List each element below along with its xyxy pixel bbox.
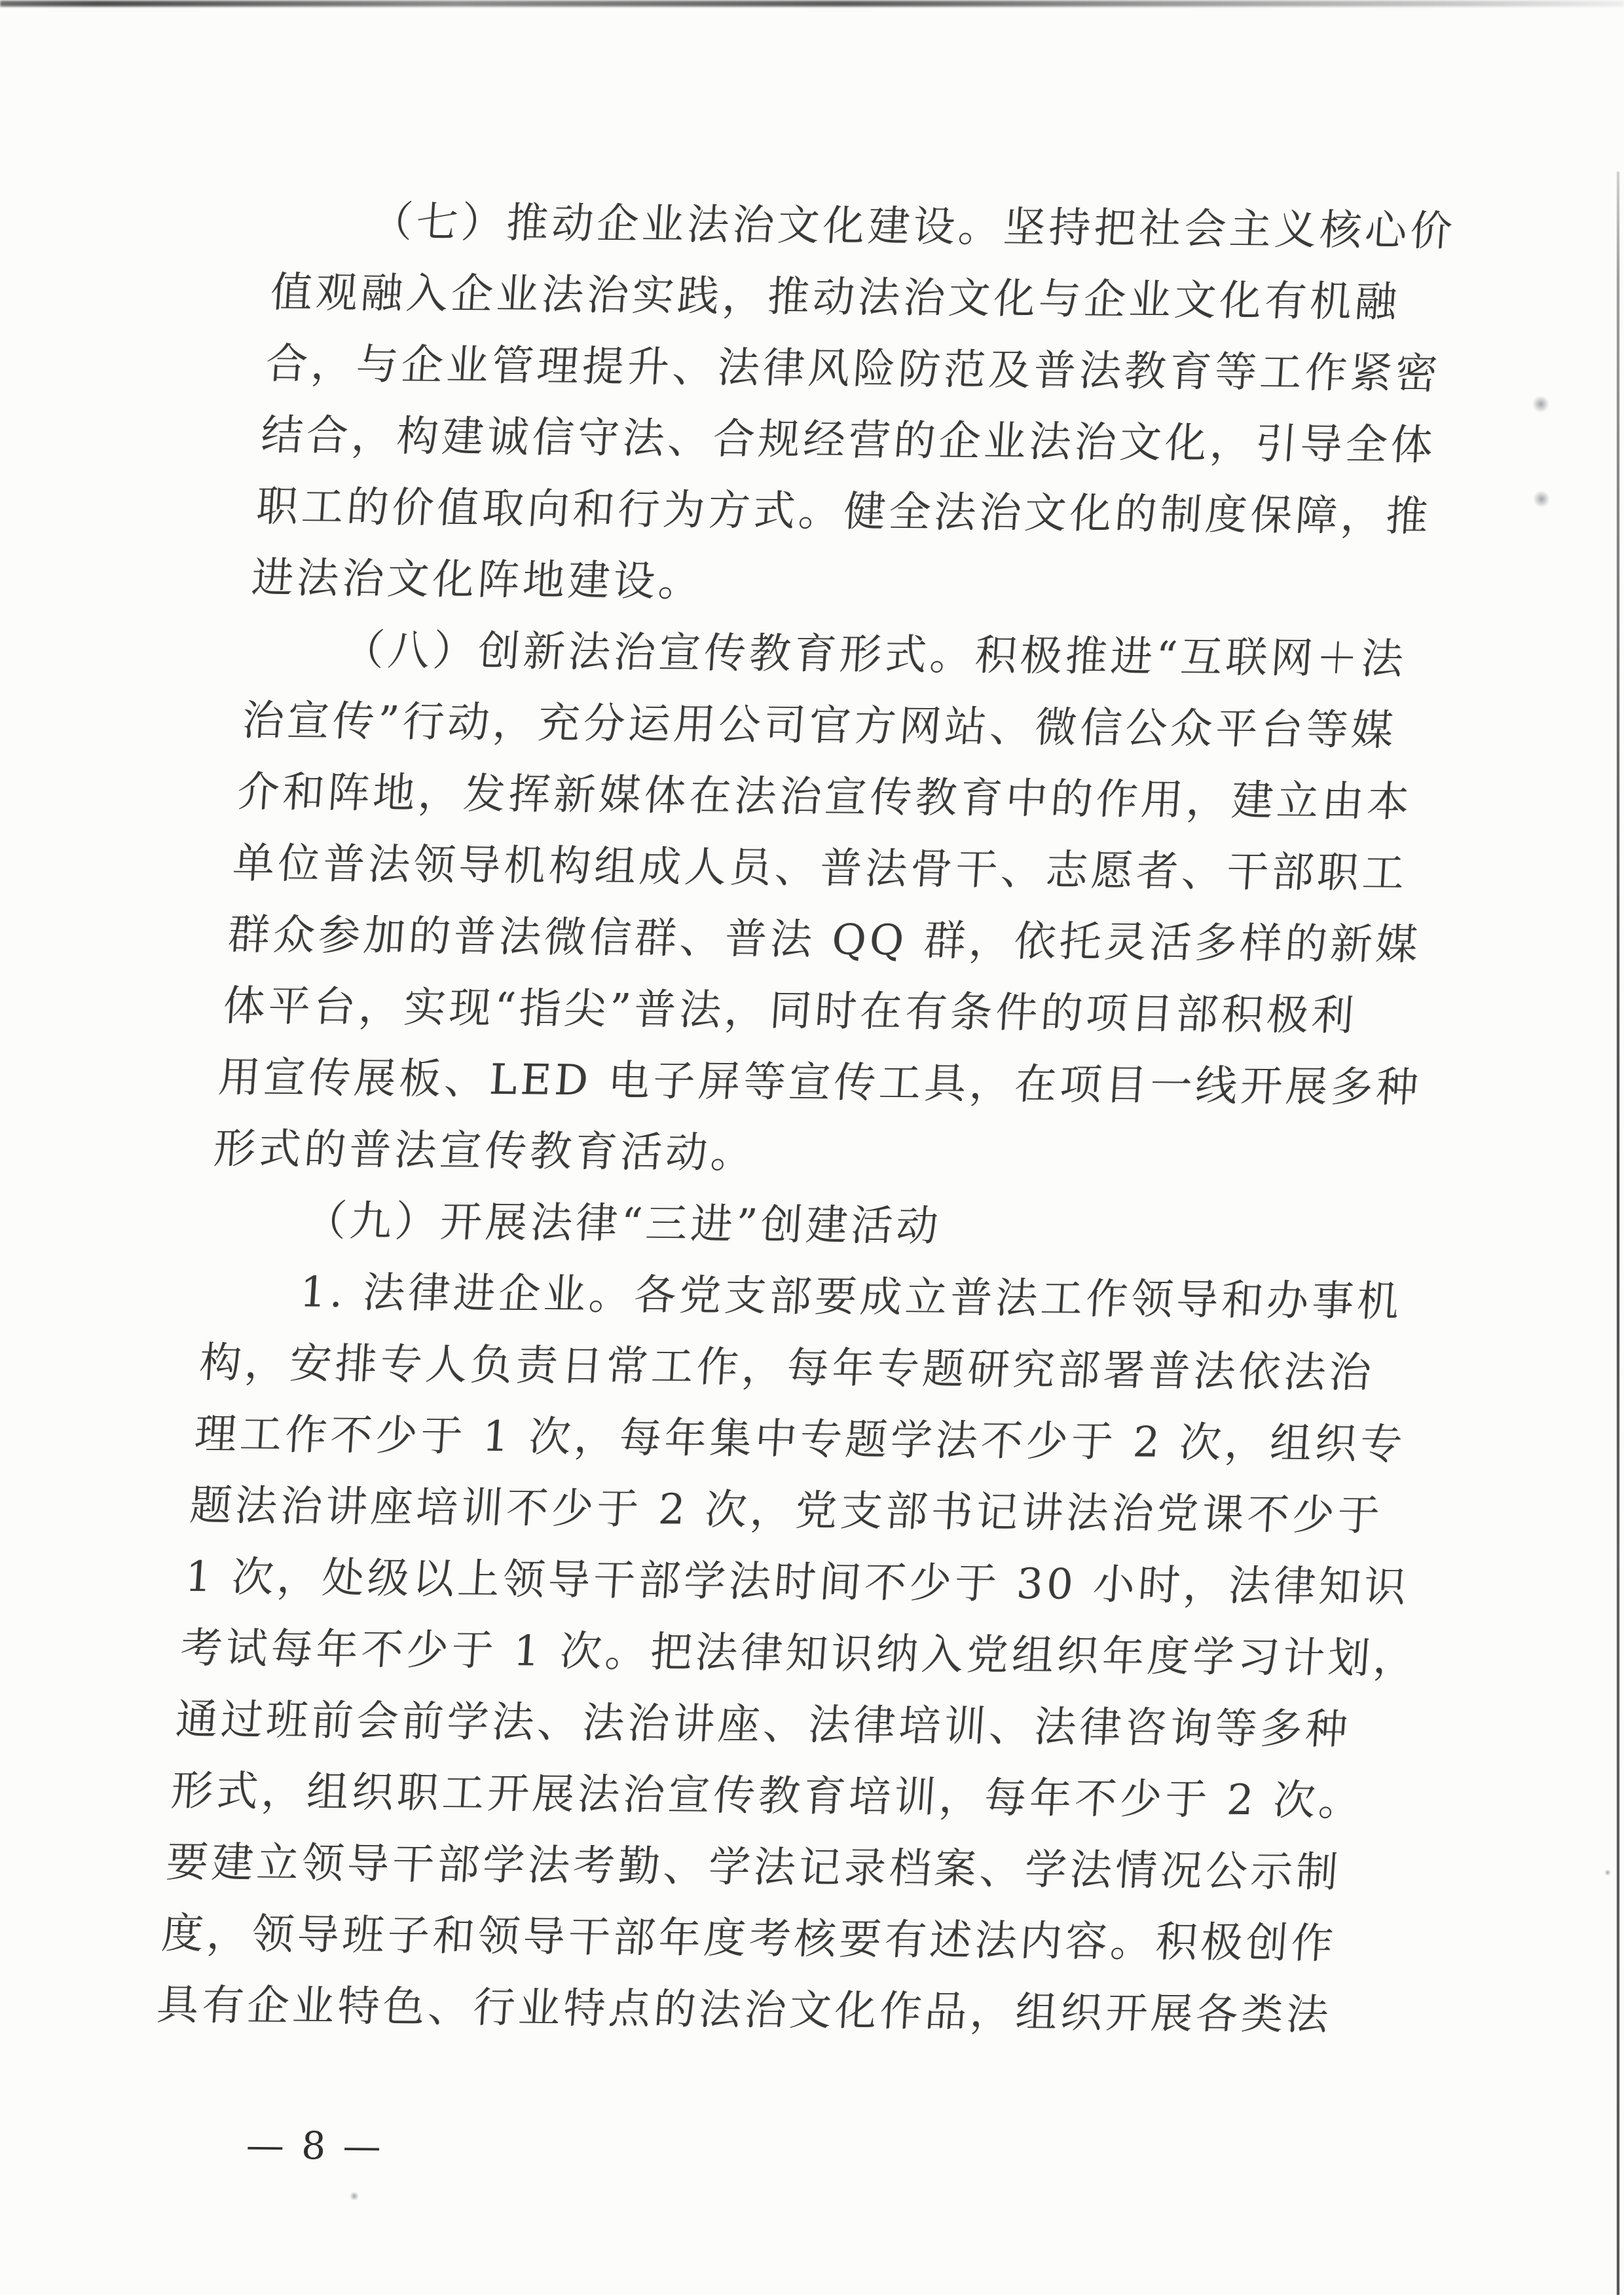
text-line: （七）推动企业法治文化建设。坚持把社会主义核心价 bbox=[369, 198, 1457, 256]
scan-smudge bbox=[1534, 490, 1549, 508]
scan-smudge bbox=[350, 2192, 359, 2201]
text-line: 具有企业特色、行业特点的法治文化作品，组织开展各类法 bbox=[155, 1981, 1333, 2040]
text-line: 构，安排专人负责日常工作，每年专题研究部署普法依法治 bbox=[198, 1339, 1376, 1398]
text-line: 体平台，实现“指尖”普法，同时在有条件的项目部积极利 bbox=[221, 982, 1359, 1041]
text-line: 1. 法律进企业。各党支部要成立普法工作领导和办事机 bbox=[298, 1268, 1404, 1327]
text-line: 介和阵地，发挥新媒体在法治宣传教育中的作用，建立由本 bbox=[236, 768, 1414, 827]
scan-smudge bbox=[1532, 396, 1549, 413]
text-line: （九）开展法律“三进”创建活动 bbox=[303, 1197, 943, 1251]
text-line: 形式，组织职工开展法治宣传教育培训，每年不少于 2 次。 bbox=[169, 1766, 1366, 1826]
scan-top-edge-artifact bbox=[0, 1, 1624, 7]
text-line: 理工作不少于 1 次，每年集中专题学法不少于 2 次，组织专 bbox=[193, 1409, 1407, 1470]
text-line: 合，与企业管理提升、法律风险防范及普法教育等工作紧密 bbox=[264, 339, 1443, 399]
text-line: 进法治文化阵地建设。 bbox=[249, 553, 705, 606]
scan-right-edge-artifact bbox=[1617, 172, 1619, 2295]
text-line: 用宣传展板、LED 电子屏等宣传工具，在项目一线开展多种 bbox=[217, 1053, 1423, 1113]
text-line: 度，领导班子和领导干部年度考核要有述法内容。积极创作 bbox=[160, 1909, 1338, 1969]
text-line: 结合，构建诚信守法、合规经营的企业法治文化，引导全体 bbox=[259, 411, 1438, 470]
text-line: 职工的价值取向和行为方式。健全法治文化的制度保障，推 bbox=[255, 482, 1433, 542]
document-body bbox=[155, 186, 1457, 2051]
text-line: 值观融入企业法治实践，推动法治文化与企业文化有机融 bbox=[268, 268, 1402, 327]
text-line: 1 次，处级以上领导干部学法时间不少于 30 小时，法律知识 bbox=[183, 1552, 1411, 1613]
text-line: 治宣传”行动，充分运用公司官方网站、微信公众平台等媒 bbox=[240, 696, 1398, 755]
text-line: 单位普法领导机构组成人员、普法骨干、志愿者、干部职工 bbox=[231, 839, 1409, 899]
text-line: 群众参加的普法微信群、普法 QQ 群，依托灵活多样的新媒 bbox=[226, 910, 1423, 970]
text-line: 通过班前会前学法、法治讲座、法律培训、法律咨询等多种 bbox=[174, 1695, 1352, 1755]
text-line: 要建立领导干部学法考勤、学法记录档案、学法情况公示制 bbox=[164, 1838, 1343, 1897]
text-line: 考试每年不少于 1 次。把法律知识纳入党组织年度学习计划， bbox=[179, 1624, 1420, 1684]
text-line: 形式的普法宣传教育活动。 bbox=[212, 1125, 758, 1178]
text-line: 题法治讲座培训不少于 2 次，党支部书记讲法治党课不少于 bbox=[188, 1481, 1384, 1540]
text-line: （八）创新法治宣传教育形式。积极推进“互联网＋法 bbox=[341, 625, 1409, 684]
scan-smudge bbox=[1604, 1869, 1611, 1876]
page-number: — 8 — bbox=[245, 2123, 385, 2169]
